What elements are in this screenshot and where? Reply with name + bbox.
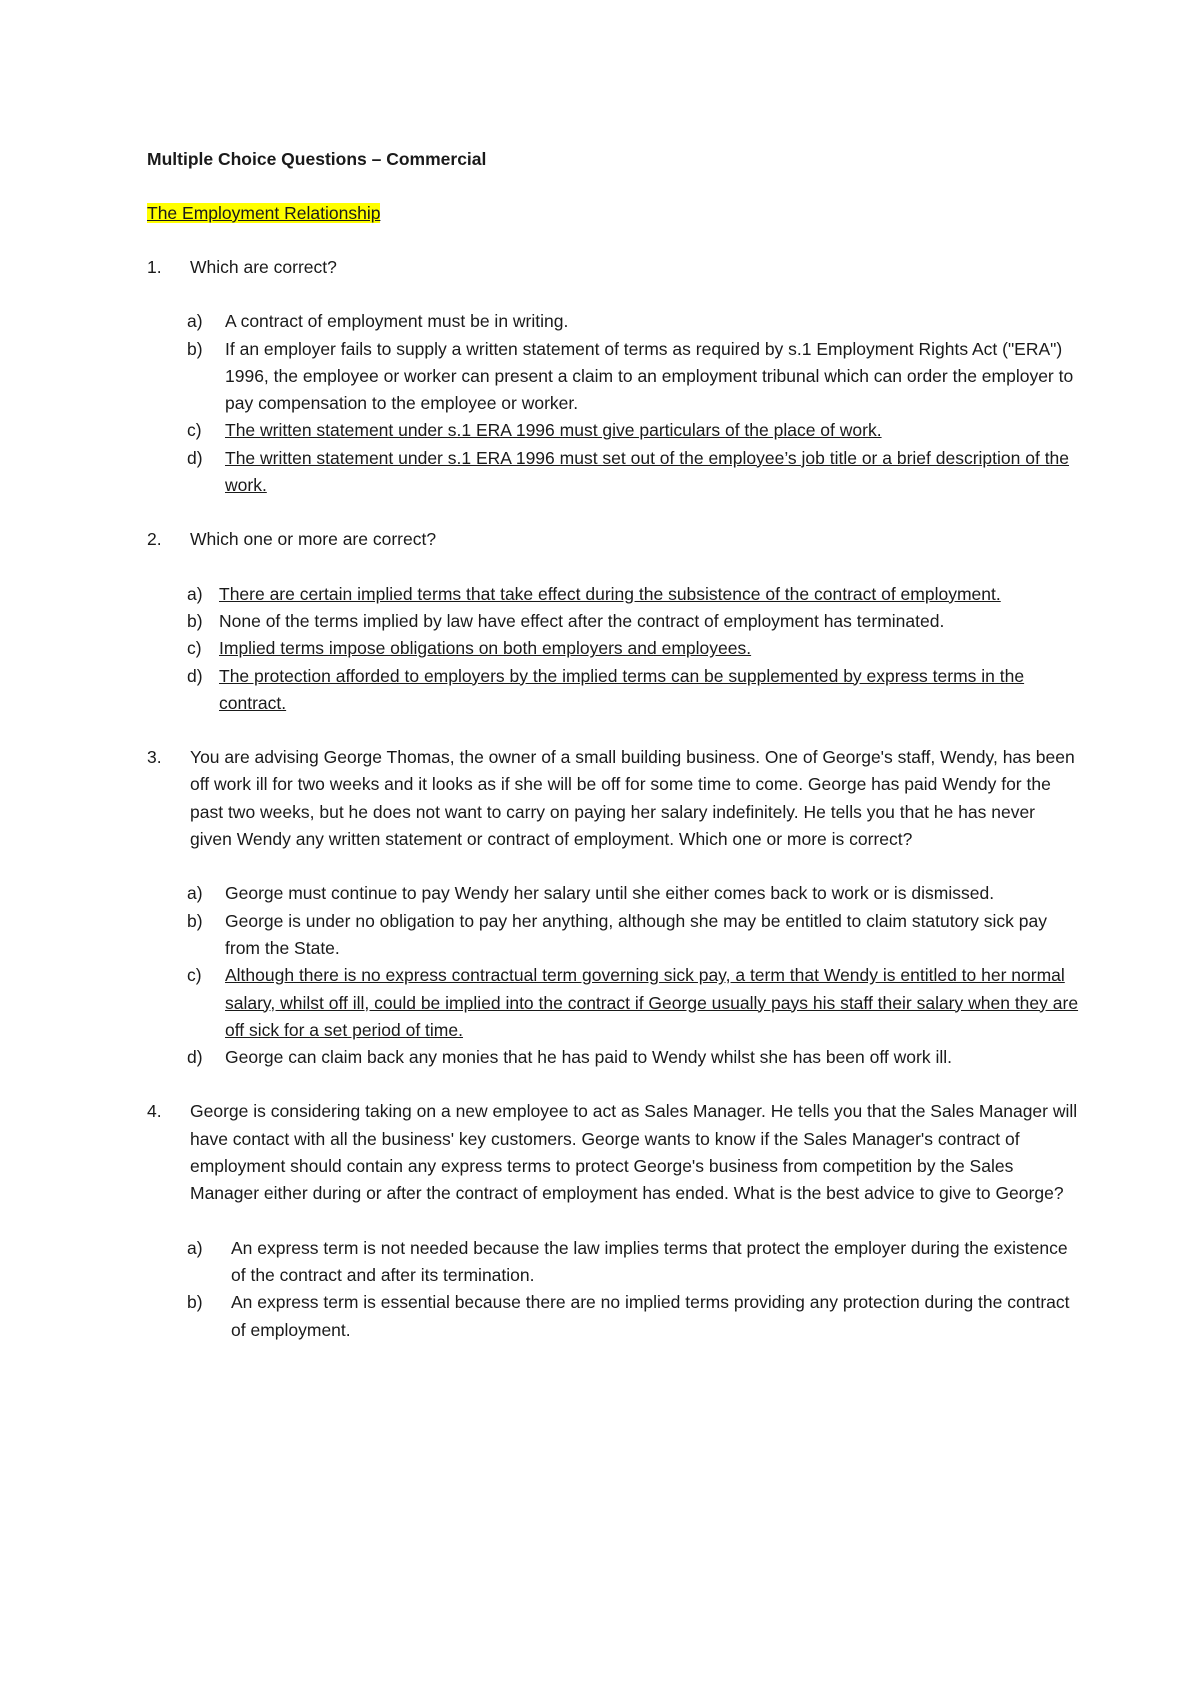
question-4 — [147, 1098, 1080, 1343]
section-heading — [147, 200, 1080, 227]
option-d — [187, 663, 1080, 718]
question-1 — [147, 254, 1080, 499]
option-a — [187, 581, 1080, 608]
question-number: 1. — [147, 257, 162, 277]
option-label: b) — [187, 1292, 203, 1313]
option-b — [187, 608, 1080, 635]
option-label: d) — [187, 447, 203, 468]
option-label: a) — [187, 311, 203, 332]
document-title: Multiple Choice Questions – Commercial — [147, 149, 487, 169]
question-text: George is considering taking on a new employee to act as Sales Manager. He tells you that the Sales Manager will have contact with all the business' key customers. George wants to know if the Sales Manager's contract of employment should contain any express terms to protect George's business from competition by the Sales Manager either during or after the contract of employment has ended. What is the best advice to give to George? — [190, 1101, 1078, 1204]
option-list — [187, 1235, 1080, 1344]
question-stem — [147, 744, 1080, 853]
option-d — [187, 1044, 1080, 1071]
option-text-underlined: The written statement under s.1 ERA 1996 must set out of the employee’s job title or a brief description of the work. — [225, 447, 1070, 496]
option-b — [187, 908, 1080, 963]
question-number: 2. — [147, 529, 162, 550]
question-number: 4. — [147, 1101, 162, 1122]
question-3 — [147, 744, 1080, 1071]
question-stem — [147, 1098, 1080, 1207]
option-a — [187, 880, 1080, 907]
question-2 — [147, 526, 1080, 717]
option-c — [187, 417, 1080, 444]
option-label: c) — [187, 965, 202, 986]
option-text: A contract of employment must be in writing. — [225, 311, 569, 332]
option-text: An express term is not needed because the law implies terms that protect the employer during the existence of the contract and after its termination. — [231, 1237, 1068, 1285]
question-text: Which are correct? — [190, 257, 337, 277]
question-stem — [147, 254, 1080, 281]
option-list — [187, 308, 1080, 499]
option-b — [187, 1289, 1080, 1344]
option-label: d) — [187, 1047, 203, 1068]
option-label: a) — [187, 883, 203, 904]
option-label: c) — [187, 420, 202, 441]
option-label: a) — [187, 583, 203, 604]
option-text-underlined: There are certain implied terms that take effect during the subsistence of the contract of employment. — [219, 583, 1001, 604]
option-text: George must continue to pay Wendy her salary until she either comes back to work or is dismissed. — [225, 883, 995, 904]
option-label: a) — [187, 1237, 203, 1258]
option-a — [187, 308, 1080, 335]
option-text: If an employer fails to supply a written statement of terms as required by s.1 Employment Rights Act ("ERA") 1996, the employee or worker can present a claim to an employment tribunal which can order the employer to pay compensation to the employee or worker. — [225, 338, 1074, 414]
option-label: c) — [187, 638, 202, 659]
option-c — [187, 962, 1080, 1044]
option-text-underlined: The written statement under s.1 ERA 1996 must give particulars of the place of work. — [225, 420, 882, 441]
option-text-underlined: Although there is no express contractual term governing sick pay, a term that Wendy is entitled to her normal salary, whilst off ill, could be implied into the contract if George usually pays his staff their salary when they are off sick for a set period of time. — [225, 965, 1079, 1040]
option-a — [187, 1235, 1080, 1290]
option-b — [187, 336, 1080, 418]
option-text-underlined: Implied terms impose obligations on both employers and employees. — [219, 638, 752, 659]
option-list — [187, 581, 1080, 717]
question-stem — [147, 526, 1080, 553]
option-list — [187, 880, 1080, 1071]
option-c — [187, 635, 1080, 662]
question-text: Which one or more are correct? — [190, 529, 437, 550]
option-label: d) — [187, 665, 203, 686]
question-text: You are advising George Thomas, the owner of a small building business. One of George's staff, Wendy, has been off work ill for two weeks and it looks as if she will be off for some time to come. George has paid Wendy for the past two weeks, but he does not want to carry on paying her salary indefinitely. He tells you that he has never given Wendy any written statement or contract of employment. Which one or more is correct? — [190, 747, 1075, 850]
option-d — [187, 445, 1080, 500]
option-label: b) — [187, 910, 203, 931]
option-text: George is under no obligation to pay her anything, although she may be entitled to claim statutory sick pay from the State. — [225, 910, 1048, 958]
question-number: 3. — [147, 747, 162, 768]
option-text: An express term is essential because there are no implied terms providing any protection during the contract of employment. — [231, 1292, 1070, 1340]
section-heading-text: The Employment Relationship — [147, 203, 381, 223]
option-label: b) — [187, 610, 203, 631]
option-text: None of the terms implied by law have effect after the contract of employment has terminated. — [219, 610, 945, 631]
option-label: b) — [187, 338, 203, 359]
option-text-underlined: The protection afforded to employers by the implied terms can be supplemented by express terms in the contract. — [219, 665, 1025, 713]
option-text: George can claim back any monies that he has paid to Wendy whilst she has been off work ill. — [225, 1047, 952, 1068]
